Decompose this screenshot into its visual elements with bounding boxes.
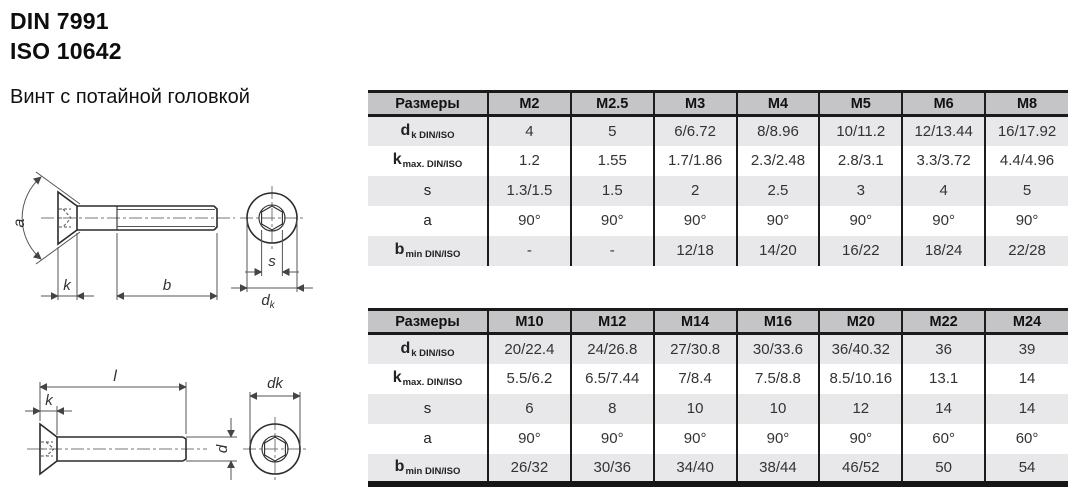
value-cell: 46/52 bbox=[819, 454, 902, 484]
value-cell: 6/6.72 bbox=[654, 116, 737, 146]
value-cell: 1.2 bbox=[488, 146, 571, 176]
value-cell: 1.5 bbox=[571, 176, 654, 206]
value-cell: 90° bbox=[488, 206, 571, 236]
iso-standard-title: ISO 10642 bbox=[10, 38, 122, 64]
value-cell: 4.4/4.96 bbox=[985, 146, 1068, 176]
dim-label-head-dia-dk: $d_k$ bbox=[261, 292, 275, 308]
value-cell: 36/40.32 bbox=[819, 334, 902, 364]
value-cell: 1.55 bbox=[571, 146, 654, 176]
value-cell: 90° bbox=[488, 424, 571, 454]
value-cell: 7.5/8.8 bbox=[737, 364, 820, 394]
row-label bbox=[368, 364, 488, 394]
row-label-symbol: d bbox=[400, 339, 411, 357]
row-label bbox=[368, 116, 488, 146]
value-cell: 5.5/6.2 bbox=[488, 364, 571, 394]
value-cell: 60° bbox=[985, 424, 1068, 454]
dim-label-head-height-k: k bbox=[63, 277, 71, 294]
value-cell: 2.8/3.1 bbox=[819, 146, 902, 176]
row-label-symbol: s bbox=[423, 182, 432, 199]
value-cell: 8/8.96 bbox=[737, 116, 820, 146]
dim-label-dia-d: d bbox=[214, 444, 231, 454]
value-cell: 39 bbox=[985, 334, 1068, 364]
column-header-m4: M4 bbox=[737, 92, 820, 116]
value-cell: 24/26.8 bbox=[571, 334, 654, 364]
column-header-m12: M12 bbox=[571, 310, 654, 334]
table-row-s bbox=[368, 394, 1068, 424]
value-cell: 18/24 bbox=[902, 236, 985, 266]
value-cell: - bbox=[488, 236, 571, 266]
dim-label-head-dia-dk: dk bbox=[267, 375, 283, 392]
dim-label-socket-size-s: s bbox=[268, 253, 276, 270]
column-header-m3: M3 bbox=[654, 92, 737, 116]
value-cell: 54 bbox=[985, 454, 1068, 484]
value-cell: 3 bbox=[819, 176, 902, 206]
value-cell: 7/8.4 bbox=[654, 364, 737, 394]
value-cell: 14/20 bbox=[737, 236, 820, 266]
product-name: Винт с потайной головкой bbox=[10, 86, 250, 108]
row-label bbox=[368, 424, 488, 454]
value-cell: 22/28 bbox=[985, 236, 1068, 266]
row-label-symbol: a bbox=[423, 212, 432, 229]
row-label-symbol: b bbox=[394, 457, 405, 475]
column-header-m5: M5 bbox=[819, 92, 902, 116]
value-cell: 8 bbox=[571, 394, 654, 424]
table-header-row bbox=[368, 310, 1068, 334]
value-cell: 13.1 bbox=[902, 364, 985, 394]
column-header-m2: M2 bbox=[488, 92, 571, 116]
value-cell: 90° bbox=[654, 206, 737, 236]
table-row-k bbox=[368, 364, 1068, 394]
dimensions-table-m2-m8 bbox=[368, 90, 1068, 266]
column-header-m20: M20 bbox=[819, 310, 902, 334]
row-label-subscript: k DIN/ISO bbox=[411, 129, 455, 141]
row-label-subscript: k DIN/ISO bbox=[411, 347, 455, 359]
table-row-d bbox=[368, 334, 1068, 364]
row-label-symbol: s bbox=[423, 400, 432, 417]
value-cell: 3.3/3.72 bbox=[902, 146, 985, 176]
value-cell: 5 bbox=[571, 116, 654, 146]
value-cell: 30/33.6 bbox=[737, 334, 820, 364]
value-cell: 8.5/10.16 bbox=[819, 364, 902, 394]
value-cell: 12/18 bbox=[654, 236, 737, 266]
row-label bbox=[368, 394, 488, 424]
value-cell: 90° bbox=[819, 424, 902, 454]
value-cell: 1.7/1.86 bbox=[654, 146, 737, 176]
row-label-subscript: max. DIN/ISO bbox=[402, 377, 463, 388]
dim-label-head-height-k: k bbox=[45, 392, 53, 409]
value-cell: 4 bbox=[488, 116, 571, 146]
column-header-m2.5: M2.5 bbox=[571, 92, 654, 116]
value-cell: 12 bbox=[819, 394, 902, 424]
column-header-m16: M16 bbox=[737, 310, 820, 334]
row-label bbox=[368, 236, 488, 266]
screw-side-view bbox=[11, 172, 235, 300]
value-cell: 26/32 bbox=[488, 454, 571, 484]
column-header-m6: M6 bbox=[902, 92, 985, 116]
dimensions-table-m10-m24 bbox=[368, 308, 1068, 487]
table-row-a bbox=[368, 424, 1068, 454]
screw-drawing-top bbox=[5, 160, 335, 308]
row-label-subscript: min DIN/ISO bbox=[405, 465, 461, 477]
value-cell: 2 bbox=[654, 176, 737, 206]
value-cell: 90° bbox=[819, 206, 902, 236]
value-cell: 90° bbox=[571, 206, 654, 236]
table-row-s bbox=[368, 176, 1068, 206]
value-cell: 50 bbox=[902, 454, 985, 484]
table-header-row bbox=[368, 92, 1068, 116]
value-cell: 20/22.4 bbox=[488, 334, 571, 364]
din-standard-title: DIN 7991 bbox=[10, 8, 109, 34]
value-cell: 6.5/7.44 bbox=[571, 364, 654, 394]
value-cell: 38/44 bbox=[737, 454, 820, 484]
row-label-subscript: max. DIN/ISO bbox=[402, 159, 463, 170]
value-cell: 36 bbox=[902, 334, 985, 364]
value-cell: 60° bbox=[902, 424, 985, 454]
value-cell: 16/17.92 bbox=[985, 116, 1068, 146]
dim-label-length-l: l bbox=[113, 368, 117, 385]
dim-label-thread-length-b: b bbox=[162, 277, 172, 294]
value-cell: 27/30.8 bbox=[654, 334, 737, 364]
column-header-m10: M10 bbox=[488, 310, 571, 334]
screw-side-view bbox=[25, 368, 237, 480]
table-row-b bbox=[368, 236, 1068, 266]
screw-end-view bbox=[231, 186, 313, 308]
value-cell: 1.3/1.5 bbox=[488, 176, 571, 206]
dim-label-angle-a: a bbox=[11, 218, 28, 228]
row-label-symbol: a bbox=[423, 430, 432, 447]
value-cell: - bbox=[571, 236, 654, 266]
value-cell: 2.3/2.48 bbox=[737, 146, 820, 176]
value-cell: 10 bbox=[737, 394, 820, 424]
screw-drawing-bottom bbox=[5, 350, 335, 500]
value-cell: 5 bbox=[985, 176, 1068, 206]
title-block bbox=[10, 6, 122, 66]
table-row-d bbox=[368, 116, 1068, 146]
value-cell: 2.5 bbox=[737, 176, 820, 206]
column-header-m24: M24 bbox=[985, 310, 1068, 334]
row-label-subscript: min DIN/ISO bbox=[405, 249, 461, 260]
row-label bbox=[368, 206, 488, 236]
row-label-symbol: d bbox=[400, 121, 411, 139]
column-header-m14: M14 bbox=[654, 310, 737, 334]
row-label-symbol: k bbox=[392, 369, 402, 386]
value-cell: 16/22 bbox=[819, 236, 902, 266]
column-header-m8: M8 bbox=[985, 92, 1068, 116]
value-cell: 30/36 bbox=[571, 454, 654, 484]
row-label bbox=[368, 176, 488, 206]
value-cell: 90° bbox=[654, 424, 737, 454]
value-cell: 10/11.2 bbox=[819, 116, 902, 146]
row-label-symbol: b bbox=[394, 241, 405, 258]
value-cell: 14 bbox=[902, 394, 985, 424]
row-label bbox=[368, 334, 488, 364]
value-cell: 90° bbox=[902, 206, 985, 236]
value-cell: 34/40 bbox=[654, 454, 737, 484]
value-cell: 12/13.44 bbox=[902, 116, 985, 146]
value-cell: 14 bbox=[985, 394, 1068, 424]
value-cell: 4 bbox=[902, 176, 985, 206]
value-cell: 6 bbox=[488, 394, 571, 424]
row-label-symbol: k bbox=[392, 151, 402, 168]
table-row-b bbox=[368, 454, 1068, 484]
value-cell: 90° bbox=[737, 424, 820, 454]
value-cell: 14 bbox=[985, 364, 1068, 394]
column-header-m22: M22 bbox=[902, 310, 985, 334]
row-label bbox=[368, 146, 488, 176]
value-cell: 90° bbox=[985, 206, 1068, 236]
value-cell: 10 bbox=[654, 394, 737, 424]
column-header-sizes: Размеры bbox=[368, 92, 488, 116]
value-cell: 90° bbox=[737, 206, 820, 236]
value-cell: 90° bbox=[571, 424, 654, 454]
column-header-sizes: Размеры bbox=[368, 310, 488, 334]
table-row-a bbox=[368, 206, 1068, 236]
row-label bbox=[368, 454, 488, 484]
table-row-k bbox=[368, 146, 1068, 176]
screw-end-view bbox=[243, 375, 307, 481]
